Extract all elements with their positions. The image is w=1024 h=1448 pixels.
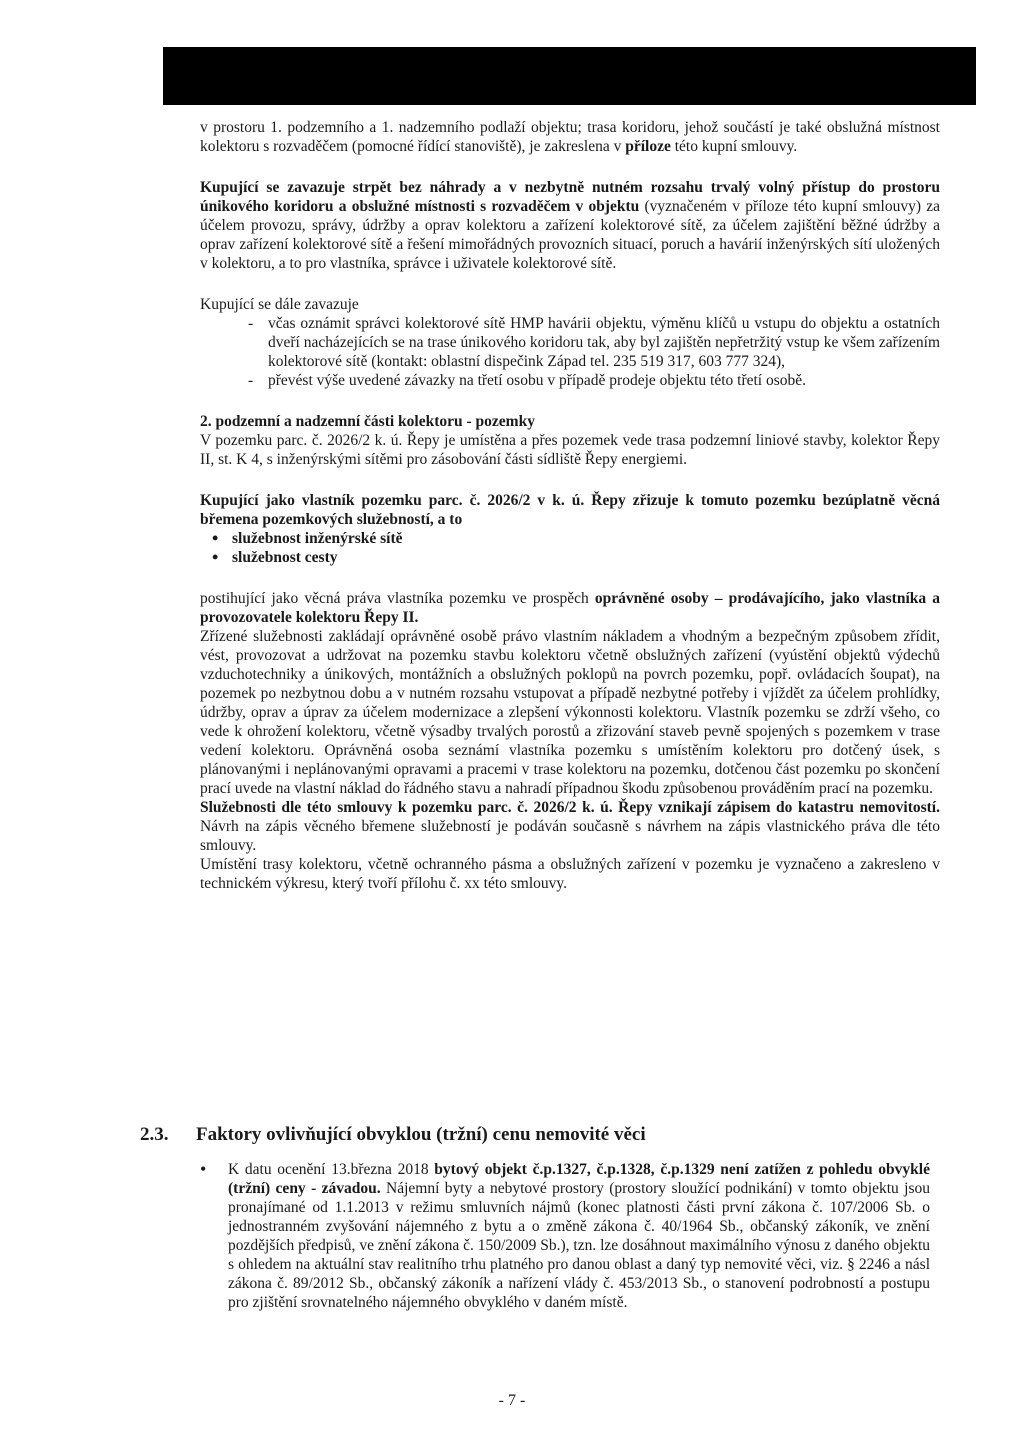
paragraph-cadastre	[200, 798, 940, 855]
obligation-list	[200, 314, 940, 390]
section-number: 2.3.	[140, 1124, 169, 1145]
text: Nájemní byty a nebytové prostory (prostory sloužící podnikání) v tomto objektu jsou pronajímané od 1.1.2013 v režimu smluvních nájmů (konec platnosti části první zákona č. 107/2006 Sb. o jednostranném zvyšování nájemného z bytu a o změně zákona č. 40/1964 Sb., občanský zákoník, ve znění pozdějších předpisů, ve znění zákona č. 150/2009 Sb.), tzn. lze dosáhnout maximálního výnosu z daného objektu s ohledem na aktuální stav realitního trhu platného pro danou oblast a daný typ nemovité věci, viz. § 2246 a násl zákona č. 89/2012 Sb., občanský zákoník a nařízení vlády č. 453/2013 Sb., o stanovení podrobností a postupu pro zjištění srovnatelného nájemného obvyklého v daném místě.	[228, 1180, 930, 1311]
paragraph-easement-details: Zřízené služebnosti zakládají oprávněné osobě právo vlastním nákladem a vhodným a bezpečným způsobem zřídit, vést, provozovat a udržovat na pozemku stavbu kolektoru včetně obslužných zařízení (vyústění objektů výdechů vzduchotechniky a únikových, montážních a obslužných poklopů na povrch pozemku, popř. ovládacích šoupat), na pozemek po nezbytnou dobu a v nutném rozsahu vstupovat a případě nezbytné potřeby i vjíždět za účelem prohlídky, údržby, oprav a úprav za účelem modernizace a zlepšení výkonnosti kolektoru. Vlastník pozemku se zdrží všeho, co vede k ohrožení kolektoru, včetně výsadby trvalých porostů a zřizování staveb pevně spojených s pozemkem v trase vedení kolektoru. Oprávněná osoba seznámí vlastníka pozemku s umístěním kolektoru pro dotčený úsek, s plánovanými i neplánovanými opravami a pracemi v trase kolektoru na pozemku, dotčenou část pozemku po skončení prací uvede na vlastní náklad do řádného stavu a nahradí případnou škodu způsobenou prováděním prací na pozemku.	[200, 628, 940, 797]
text: v prostoru 1. podzemního a 1. nadzemního podlaží objektu; trasa koridoru, jehož součástí je také obslužná místnost kolektoru s rozvaděčem (pomocné řídící stanoviště), je zakreslena v	[200, 119, 940, 155]
document-body	[200, 118, 940, 893]
text: (vyznačeném v příloze této kupní smlouvy) za účelem provozu, správy, údržby a oprav kolektoru a zařízení kolektorové sítě, za účelem zajištění běžné údržby a oprav zařízení kolektorové sítě a řešení mimořádných provozních situací, poruch a havárií inženýrských sítí uložených v kolektoru, a to pro vlastníka, správce i uživatele kolektorové sítě.	[200, 198, 940, 272]
paragraph-rights	[200, 589, 940, 627]
paragraph-intro: Kupující se dále zavazuje	[200, 296, 359, 313]
section-heading-2-3	[140, 1124, 940, 1146]
text: této kupní smlouvy.	[670, 138, 798, 155]
paragraph-parcel: V pozemku parc. č. 2026/2 k. ú. Řepy je umístěna a přes pozemek vede trasa podzemní liniové stavby, kolektor Řepy II, st. K 4, s inženýrskými sítěmi pro zásobování části sídliště Řepy energiemi.	[200, 432, 940, 468]
page-number: - 7 -	[498, 1392, 526, 1409]
text-bold: příloze	[625, 138, 671, 155]
section-2-3-body	[200, 1160, 930, 1312]
text-bold: Kupující se zavazuje strpět bez náhrady a v nezbytně nutném rozsahu trvalý volný přístup do prostoru únikového koridoru a obslužné místnosti s rozvaděčem v objektu	[200, 179, 940, 215]
paragraph-drawing: Umístění trasy kolektoru, včetně ochranného pásma a obslužných zařízení v pozemku je vyznačeno a zakresleno v technickém výkresu, který tvoří přílohu č. xx této smlouvy.	[200, 856, 940, 892]
section-title: Faktory ovlivňující obvyklou (tržní) cenu nemovité věci	[196, 1124, 646, 1145]
easement-list	[200, 529, 940, 567]
list-item: - včas oznámit správci kolektorové sítě HMP havárii objektu, výměnu klíčů u vstupu do objektu a ostatních dveří nacházejících se na trase únikového koridoru tak, aby byl zajištěn nepřetržitý vstup ke všem zařízením kolektorové sítě (kontakt: oblastní dispečink Západ tel. 235 519 317, 603 777 324),	[200, 314, 940, 371]
text: K datu ocenění 13.března 2018	[228, 1161, 435, 1178]
text-bold: oprávněné osoby – prodávajícího, jako vlastníka a provozovatele kolektoru Řepy II.	[200, 590, 940, 626]
paragraph-buyer-obligation	[200, 178, 940, 273]
paragraph-easement: Kupující jako vlastník pozemku parc. č. 2026/2 v k. ú. Řepy zřizuje k tomuto pozemku bezúplatně věcná břemena pozemkových služebností, a to	[200, 492, 940, 528]
list-item: - převést výše uvedené závazky na třetí osobu v případě prodeje objektu této třetí osobě.	[200, 371, 940, 390]
redaction-bar	[163, 47, 976, 105]
list-item: • služebnost cesty	[200, 548, 940, 567]
list-item: • služebnost inženýrské sítě	[200, 529, 940, 548]
list-item	[200, 1160, 930, 1312]
text: postihující jako věcná práva vlastníka pozemku ve prospěch	[200, 590, 595, 607]
text-bold: Služebnosti dle této smlouvy k pozemku parc. č. 2026/2 k. ú. Řepy vznikají zápisem do katastru nemovitostí.	[200, 799, 940, 816]
text-bold: bytový objekt č.p.1327, č.p.1328, č.p.1329 není zatížen z pohledu obvyklé (tržní) ceny - závadou.	[228, 1161, 930, 1197]
section-heading: 2. podzemní a nadzemní části kolektoru - pozemky	[200, 413, 535, 430]
paragraph-corridor	[200, 118, 940, 156]
text: Návrh na zápis věcného břemene služebností je podáván současně s návrhem na zápis vlastnického práva dle této smlouvy.	[200, 818, 940, 854]
